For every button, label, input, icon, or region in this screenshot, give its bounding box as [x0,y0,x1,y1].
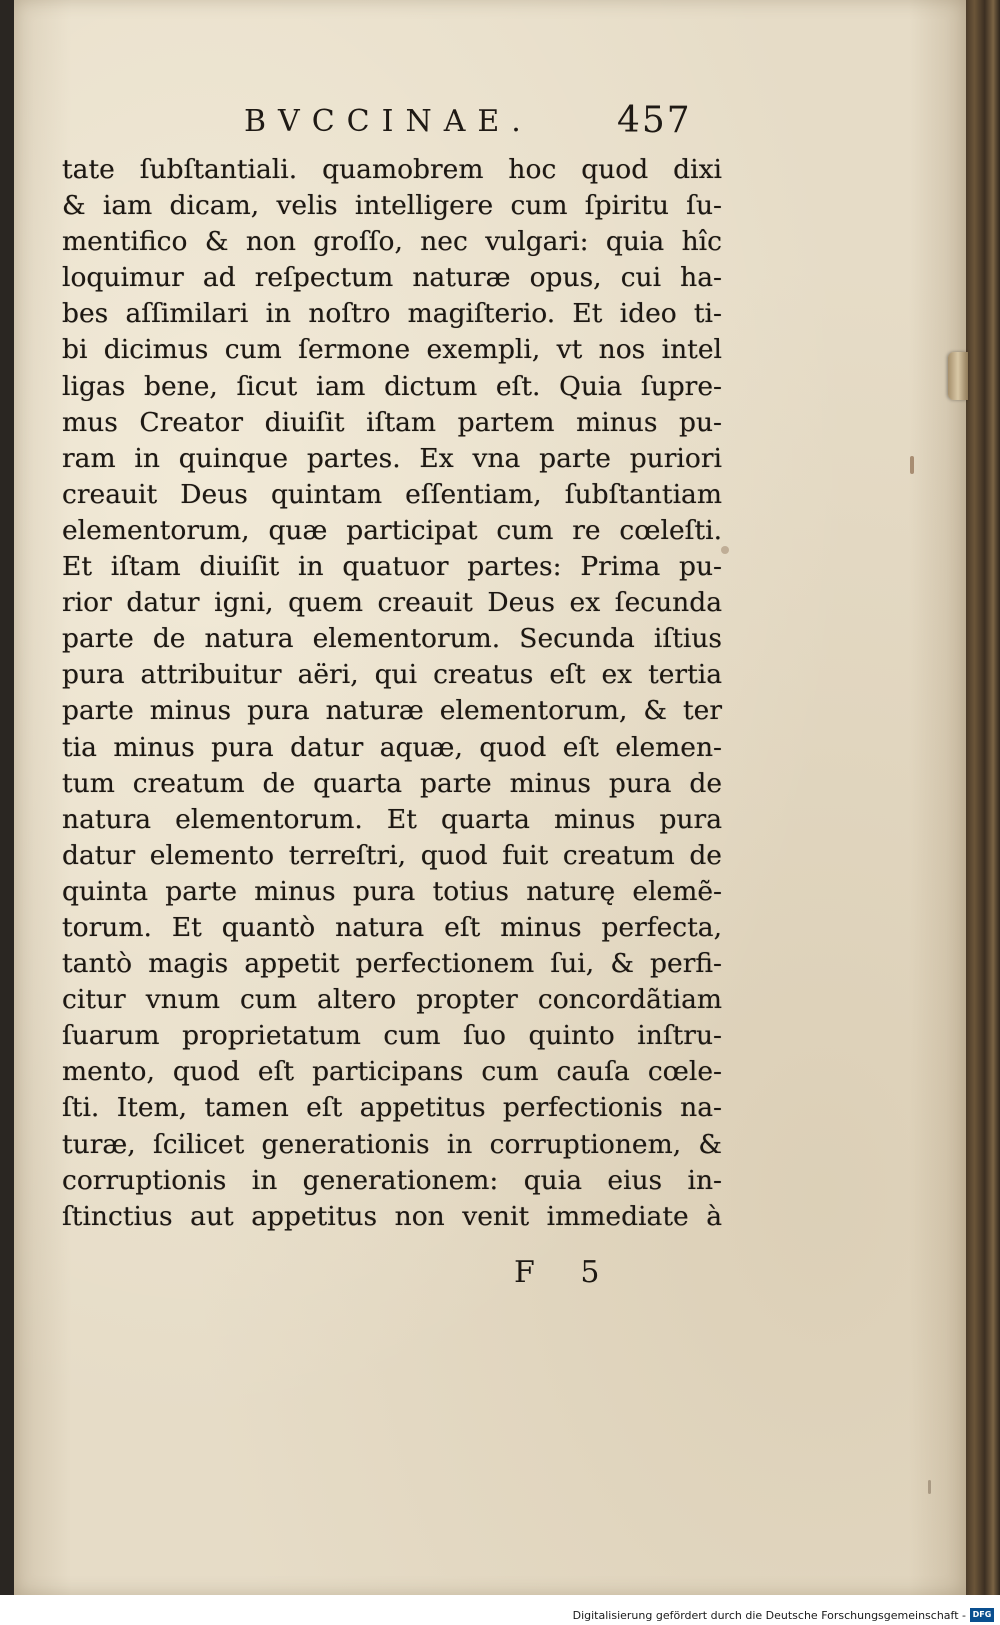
text-line: & iam dicam, velis intelligere cum ſpiritu ſu- [62,190,722,222]
text-line: Et iſtam diuiſit in quatuor partes: Prima pu- [62,551,722,583]
text-line: citur vnum cum altero propter concordãtiam [62,984,722,1016]
text-line: ſti. Item, tamen eſt appetitus perfectionis na- [62,1092,722,1124]
text-line: loquimur ad reſpectum naturæ opus, cui ha- [62,262,722,294]
text-line: parte minus pura naturæ elementorum, & ter [62,695,722,727]
body-text [62,152,722,1235]
text-line: pura attribuitur aëri, qui creatus eſt ex tertia [62,659,722,691]
text-line: creauit Deus quintam eſſentiam, ſubſtantiam [62,478,722,510]
text-line: bes aſſimilari in noſtro magiſterio. Et ideo ti- [62,298,722,330]
text-line: natura elementorum. Et quarta minus pura [62,803,722,835]
text-line: bi dicimus cum ſermone exempli, vt nos intel [62,334,722,366]
dfg-logo: DFG [970,1608,994,1622]
paper-blemish [928,1480,931,1494]
text-line: parte de natura elementorum. Secunda iſtius [62,623,722,655]
paper-blemish [721,546,729,554]
text-line: ſtinctius aut appetitus non venit immediate à [62,1200,722,1232]
text-line: elementorum, quæ participat cum re cœleſti. [62,514,722,546]
text-line: tum creatum de quarta parte minus pura de [62,767,722,799]
text-line: quinta parte minus pura totius naturę elemẽ- [62,875,722,907]
book-fore-edge [966,0,1000,1595]
running-title: BVCCINAE. [244,104,533,139]
text-line: ligas bene, ſicut iam dictum eſt. Quia ſupre- [62,370,722,402]
text-line: torum. Et quantò natura eſt minus perfecta, [62,911,722,943]
text-line: mus Creator diuiſit iſtam partem minus pu- [62,406,722,438]
text-line: ram in quinque partes. Ex vna parte puriori [62,442,722,474]
page-number: 457 [617,100,692,141]
text-line: turæ, ſcilicet generationis in corruptionem, & [62,1128,722,1160]
text-line: ſuarum proprietatum cum ſuo quinto inſtru- [62,1020,722,1052]
text-line: tia minus pura datur aquæ, quod eſt elemen- [62,731,722,763]
text-line: tantò magis appetit perfectionem ſui, & perfi- [62,948,722,980]
signature-mark: F 5 [514,1255,618,1290]
text-line: corruptionis in generationem: quia eius in- [62,1164,722,1196]
text-line: datur elemento terreſtri, quod fuit creatum de [62,839,722,871]
text-line: mentifico & non groſſo, nec vulgari: quia hîc [62,226,722,258]
text-line: mento, quod eſt participans cum cauſa cœle- [62,1056,722,1088]
page-header [14,100,966,148]
text-line: tate ſubſtantiali. quamobrem hoc quod dixi [62,154,722,185]
scanner-background [0,0,14,1595]
book-page [14,0,966,1595]
text-line: rior datur igni, quem creauit Deus ex ſecunda [62,587,722,619]
paper-blemish [910,456,914,474]
book-clasp [948,352,968,400]
digitization-credit: Digitalisierung gefördert durch die Deutsche Forschungsgemeinschaft - [572,1609,966,1622]
